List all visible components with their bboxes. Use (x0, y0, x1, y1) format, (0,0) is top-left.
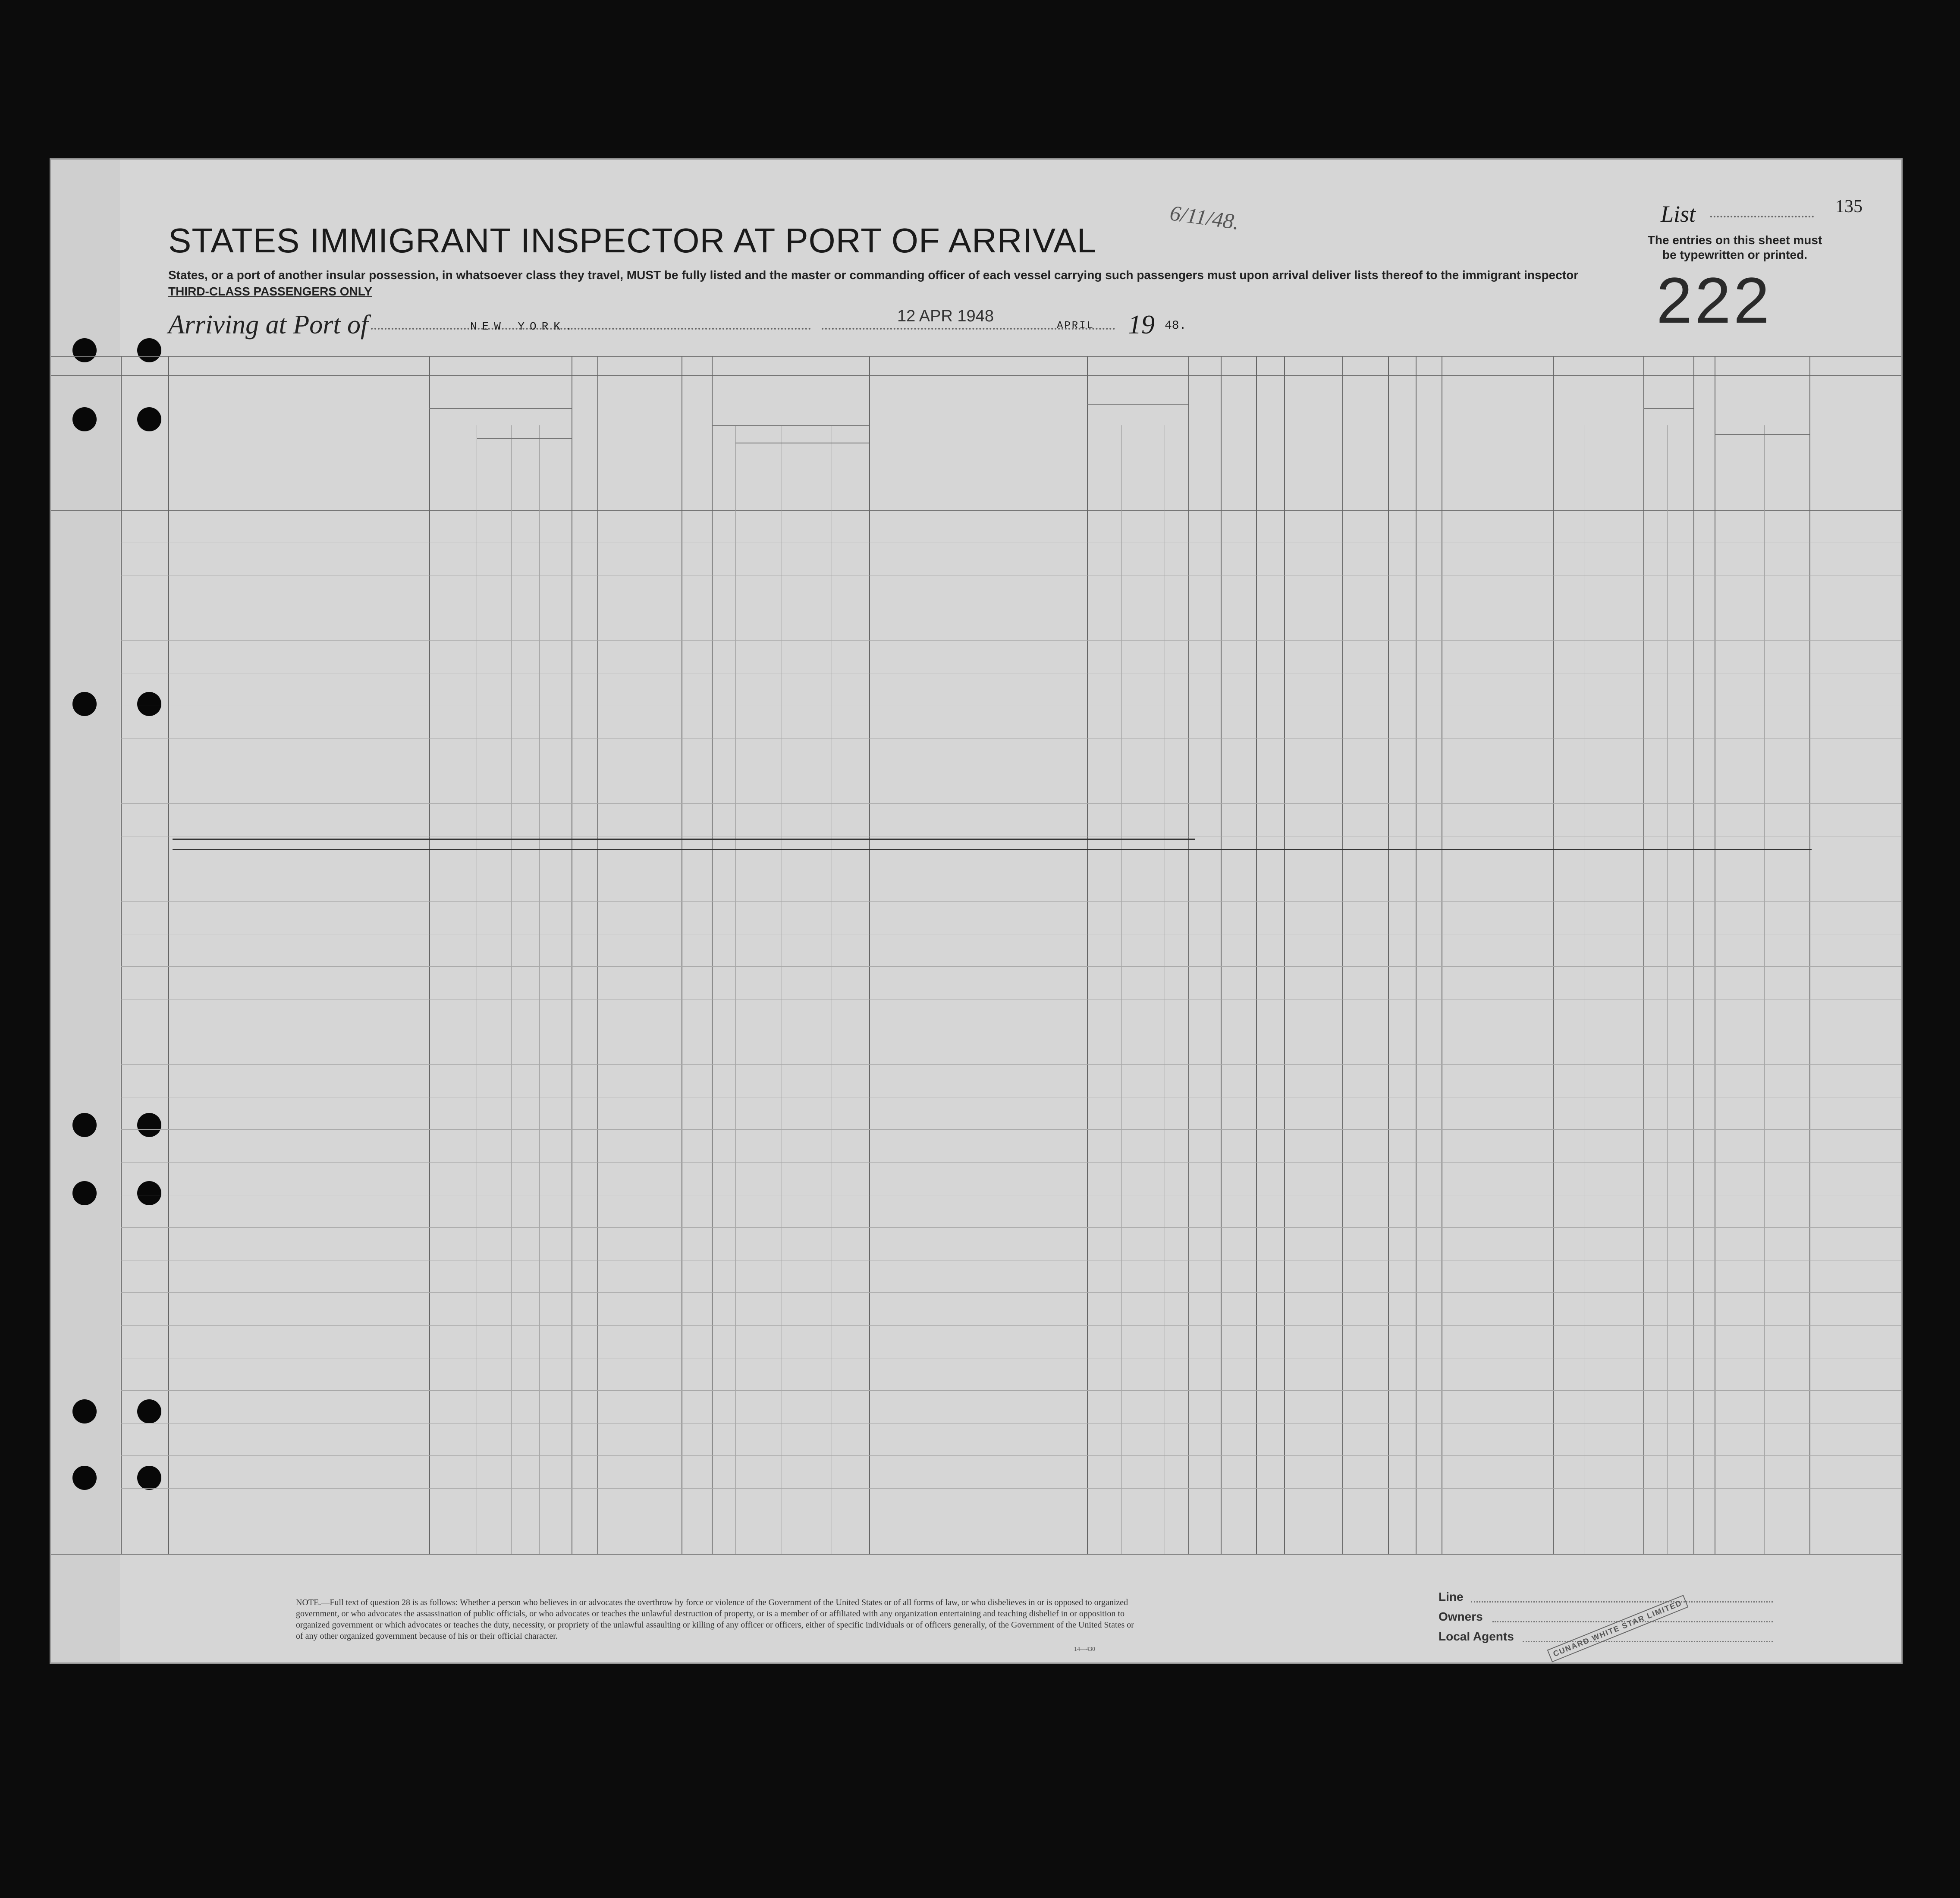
header-last-residence (714, 419, 867, 429)
header-polygamist (1223, 382, 1253, 507)
row-rule (121, 901, 1901, 902)
row-rule (121, 966, 1901, 967)
header-no-on-list (125, 430, 164, 473)
header-nearest-relative (173, 421, 425, 481)
date-stamp: 12 APR 1948 (897, 307, 994, 325)
column-rule (429, 356, 430, 1554)
line-label: Line (1439, 1590, 1464, 1603)
row-rule (121, 640, 1901, 641)
header-deformed (1555, 417, 1641, 477)
footnote-q28: NOTE.—Full text of question 28 is as follows: Whether a person who believes in or advocates the overthrow by force or violence of the Government of the United States or of all forms of law, or who disbelieves in or is opposed to organized government, or who advocates the assassination of public officials, or who advocates or teaches the unlawful destruction of property, or is a member of or affiliated with any organization entertaining and teaching disbelief in or opposition to organized government or which advocates or teaches the duty, necessity, or propriety of the unlawful assaulting or killing of any officer or officers, either of specific individuals or of officers generally, of the Government of the United States or of any other organized government because of his or their official character. (296, 1598, 1134, 1641)
row-rule (121, 1162, 1901, 1163)
table-bottom-rule (51, 1554, 1901, 1555)
header-labor-offer (1344, 382, 1386, 507)
header-inches (1668, 486, 1692, 496)
column-rule (121, 356, 122, 1554)
sub-column-rule (1764, 425, 1765, 1554)
column-rule (1553, 356, 1554, 1554)
column-rule (1416, 356, 1417, 1554)
header-color-of (1717, 402, 1807, 413)
header-passage-note (602, 455, 679, 506)
sub-column-rule (511, 425, 512, 1554)
strike-through-line (173, 849, 1812, 850)
row-rule (121, 1488, 1901, 1489)
sub-column-rule (1121, 425, 1122, 1554)
header-foreign-country (431, 443, 474, 494)
row-rule (121, 1423, 1901, 1424)
owners-label: Owners (1439, 1610, 1483, 1623)
header-purpose (1089, 388, 1186, 407)
header-passage-paid (602, 417, 679, 451)
page-title: STATES IMMIGRANT INSPECTOR AT PORT OF ARRIVAL (168, 221, 1097, 260)
column-rule (712, 356, 713, 1554)
column-rule (1388, 356, 1389, 1554)
header-join-relative (876, 421, 1083, 473)
port-name: NEW YORK. (470, 320, 578, 333)
header-final-destination (431, 398, 569, 409)
local-agents-label: Local Agents (1439, 1630, 1514, 1643)
list-number: 222 (1656, 264, 1772, 336)
strike-through-line (173, 839, 1195, 840)
row-rule (121, 1325, 1901, 1326)
header-purpose-length (1123, 408, 1163, 506)
entries-note-line-1: The entries on this sheet must (1647, 233, 1822, 247)
page-number: 135 (1835, 197, 1863, 217)
column-rule (1188, 356, 1189, 1554)
column-rule (1643, 356, 1644, 1554)
header-year-period (738, 460, 781, 490)
column-number-rule (51, 375, 1901, 376)
header-marks (1812, 438, 1898, 456)
row-rule (121, 1292, 1901, 1293)
header-feet (1646, 486, 1663, 496)
line-dotted (1471, 1601, 1773, 1603)
row-rule (121, 803, 1901, 804)
handwritten-date: 6/11/48. (1168, 201, 1241, 234)
form-number: 14—430 (1074, 1646, 1095, 1653)
color-rule (1715, 434, 1809, 435)
header-if-yes (740, 430, 865, 441)
row-rule (121, 1064, 1901, 1065)
header-prison (1190, 382, 1219, 507)
header-hair (1721, 464, 1760, 474)
header-excluded (1390, 382, 1414, 507)
header-purpose-return (1089, 408, 1120, 506)
entries-note (1618, 233, 1851, 262)
row-rule (121, 1390, 1901, 1391)
column-rule (1284, 356, 1285, 1554)
column-rule (1809, 356, 1810, 1554)
header-ever-before (714, 395, 867, 419)
year-suffix: 48. (1165, 319, 1187, 333)
row-rule (121, 1227, 1901, 1228)
header-bottom-rule (51, 510, 1901, 511)
header-ticket (574, 378, 595, 507)
column-rule (597, 356, 598, 1554)
header-eyes (1766, 464, 1807, 474)
column-rule (1221, 356, 1222, 1554)
header-state (479, 477, 509, 488)
header-purpose-citizen (1166, 408, 1187, 506)
header-overthrow (1286, 382, 1341, 507)
header-condition-health (1443, 417, 1551, 468)
column-rule (1693, 356, 1694, 1554)
header-where (783, 473, 830, 484)
arrival-month: APRIL (1057, 320, 1095, 332)
column-rule (1087, 356, 1088, 1554)
header-complexion (1695, 434, 1714, 473)
header-anarchist (1259, 382, 1283, 507)
row-rule (121, 1455, 1901, 1456)
header-in-usa (479, 415, 569, 439)
header-date-departure (833, 456, 868, 490)
line-stamp: CUNARD WHITE STAR LIMITED (1547, 1595, 1688, 1662)
column-rule (869, 356, 870, 1554)
header-height (1644, 403, 1692, 414)
column-rule (1256, 356, 1257, 1554)
list-dotted-line (1710, 216, 1814, 217)
header-city (513, 477, 569, 488)
column-rule (168, 356, 169, 1554)
table-top-rule (51, 356, 1901, 357)
instruction-text: States, or a port of another insular possession, in whatsoever class they travel, MUST be fully listed and the master or commanding officer of each vessel carrying such passengers must upon arrival deliver lists thereof to the immigrant inspector (168, 268, 1579, 282)
list-label: List (1661, 201, 1696, 227)
port-dotted-line (371, 328, 811, 330)
arriving-label: Arriving at Port of (168, 310, 368, 339)
year-prefix: 19 (1128, 310, 1155, 339)
sub-column-rule (539, 425, 540, 1554)
column-rule (1342, 356, 1343, 1554)
header-yes-or-no (714, 456, 733, 481)
header-possession-50 (683, 378, 710, 507)
entries-note-line-2: be typewritten or printed. (1662, 248, 1808, 261)
header-arrested (1417, 382, 1440, 507)
manifest-table (51, 356, 1901, 1555)
sub-column-rule (1667, 425, 1668, 1554)
row-rule (121, 1129, 1901, 1130)
sub-column-rule (735, 425, 736, 1554)
class-line: THIRD-CLASS PASSENGERS ONLY (168, 285, 372, 298)
agents-dotted (1523, 1641, 1773, 1642)
